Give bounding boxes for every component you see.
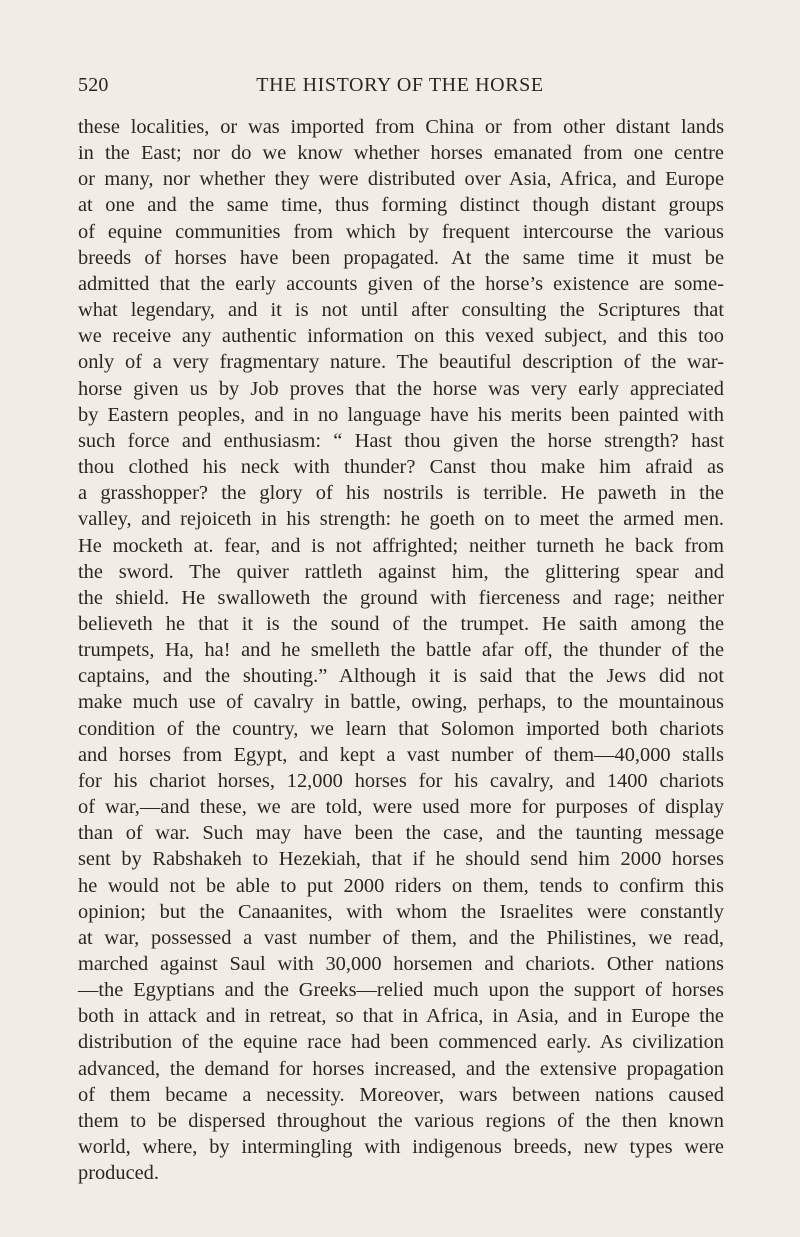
text-line: we receive any authentic information on this vexed subject, and this too (78, 325, 724, 348)
text-line: he would not be able to put 2000 riders on them, tends to confirm this (78, 874, 724, 897)
text-line: He mocketh at. fear, and is not affrighted; neither turneth he back from (78, 534, 724, 557)
text-line: breeds of horses have been propagated. At the same time it must be (78, 246, 724, 269)
text-line: produced. (78, 1162, 159, 1185)
running-head (78, 74, 722, 98)
text-line: them to be dispersed throughout the various regions of the then known (78, 1109, 724, 1132)
text-line: in the East; nor do we know whether horses emanated from one centre (78, 142, 724, 165)
text-line: distribution of the equine race had been commenced early. As civilization (78, 1031, 724, 1054)
text-line: advanced, the demand for horses increased, and the extensive propagation (78, 1057, 724, 1080)
text-line: sent by Rabshakeh to Hezekiah, that if he should send him 2000 horses (78, 848, 724, 871)
running-title: THE HISTORY OF THE HORSE (256, 74, 544, 96)
text-line: of war,—and these, we are told, were used more for purposes of display (78, 796, 724, 819)
text-line: make much use of cavalry in battle, owing, perhaps, to the mountainous (78, 691, 724, 714)
body-paragraph (78, 114, 724, 1186)
text-line: of equine communities from which by frequent intercourse the various (78, 220, 724, 243)
text-line: opinion; but the Canaanites, with whom the Israelites were constantly (78, 900, 724, 923)
text-line: believeth he that it is the sound of the trumpet. He saith among the (78, 612, 724, 635)
text-line: and horses from Egypt, and kept a vast number of them—40,000 stalls (78, 743, 724, 766)
text-line: or many, nor whether they were distributed over Asia, Africa, and Europe (78, 168, 724, 191)
text-line: admitted that the early accounts given of the horse’s existence are some- (78, 272, 724, 295)
text-line: both in attack and in retreat, so that in Africa, in Asia, and in Europe the (78, 1005, 724, 1028)
text-line: the shield. He swalloweth the ground with fierceness and rage; neither (78, 586, 724, 609)
page-number: 520 (78, 74, 109, 96)
text-line: valley, and rejoiceth in his strength: he goeth on to meet the armed men. (78, 508, 724, 531)
text-line: captains, and the shouting.” Although it is said that the Jews did not (78, 665, 724, 688)
text-line: trumpets, Ha, ha! and he smelleth the battle afar off, the thunder of the (78, 639, 724, 662)
text-line: condition of the country, we learn that Solomon imported both chariots (78, 717, 724, 740)
text-line: marched against Saul with 30,000 horsemen and chariots. Other nations (78, 953, 724, 975)
text-line: only of a very fragmentary nature. The beautiful description of the war- (78, 351, 724, 374)
text-line: what legendary, and it is not until after consulting the Scriptures that (78, 299, 724, 322)
text-line: these localities, or was imported from China or from other distant lands (78, 116, 724, 138)
text-line: world, where, by intermingling with indigenous breeds, new types were (78, 1136, 724, 1159)
text-line: the sword. The quiver rattleth against him, the glittering spear and (78, 560, 724, 583)
text-line: for his chariot horses, 12,000 horses for his cavalry, and 1400 chariots (78, 769, 724, 792)
text-line: horse given us by Job proves that the horse was very early appreciated (78, 377, 724, 400)
text-line: than of war. Such may have been the case, and the taunting message (78, 822, 724, 845)
text-line: such force and enthusiasm: “ Hast thou given the horse strength? hast (78, 429, 724, 452)
text-line: at one and the same time, thus forming distinct though distant groups (78, 194, 724, 217)
text-line: thou clothed his neck with thunder? Canst thou make him afraid as (78, 456, 724, 479)
text-line: —the Egyptians and the Greeks—relied much upon the support of horses (78, 979, 724, 1002)
text-line: at war, possessed a vast number of them, and the Philistines, we read, (78, 926, 724, 949)
text-line: by Eastern peoples, and in no language have his merits been painted with (78, 403, 724, 426)
text-line: of them became a necessity. Moreover, wars between nations caused (78, 1083, 724, 1106)
text-line: a grasshopper? the glory of his nostrils is terrible. He paweth in the (78, 482, 724, 505)
